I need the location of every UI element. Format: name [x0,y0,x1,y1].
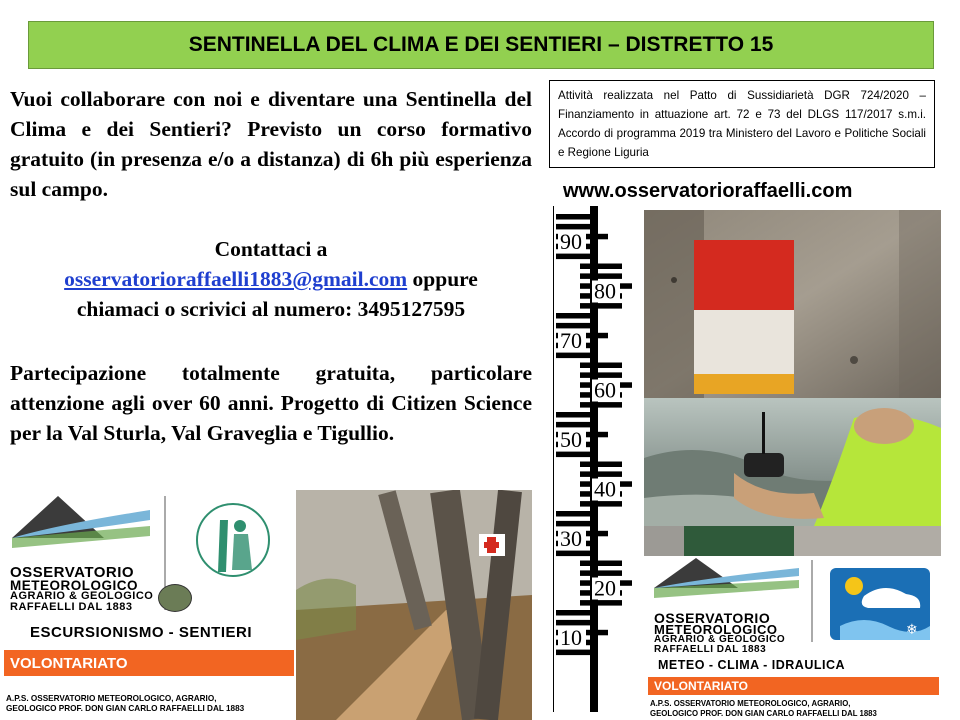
aps-text-right [650,699,877,718]
staff-label: 20 [594,575,616,601]
aps-text-left [6,694,244,714]
logo-left-line1: OSSERVATORIO [10,564,135,581]
contact-phone-line: chiamaci o scrivici al numero: 3495127595 [76,297,466,321]
logo-right-line3: AGRARIO & GEOLOGICO [654,634,786,645]
logo-right-line2: METEOROLOGICO [654,622,778,637]
contact-line-1: Contattaci a [214,237,328,261]
aps-right-line2: GEOLOGICO PROF. DON GIAN CARLO RAFFAELLI DAL 1883 [650,708,877,718]
trail-marker-photo [644,210,941,398]
staff-mark [580,600,622,606]
logo-left-line4: RAFFAELLI DAL 1883 [10,601,133,613]
staff-label: 50 [560,427,582,452]
cai-badge-icon [158,584,192,612]
page-title-banner [28,21,934,69]
logo-right-tagline: METEO - CLIMA - IDRAULICA [658,658,846,672]
forest-trail-illustration [296,490,532,720]
aps-left-line2: GEOLOGICO PROF. DON GIAN CARLO RAFFAELLI DAL 1883 [6,704,245,713]
trail-marker-illustration [644,210,941,398]
hydrometric-staff-gauge [553,206,633,712]
funding-notice-box [549,80,935,168]
staff-label: 10 [560,625,582,650]
staff-label: 90 [560,229,582,254]
concrete-strip [644,526,941,556]
volunteer-bar-left [4,650,294,676]
logo-right-line1: OSSERVATORIO [654,610,771,626]
staff-gauge-svg [554,206,633,712]
forest-trail-photo [296,490,532,720]
staff-label: 60 [594,377,616,403]
staff-mark [580,501,622,507]
volunteer-bar-right [648,677,939,695]
staff-label: 30 [560,526,582,551]
logo-left-tagline: ESCURSIONISMO - SENTIERI [30,624,253,641]
staff-label: 40 [594,476,616,502]
staff-mark [580,363,622,369]
staff-mark [580,303,622,309]
staff-mark [580,264,622,270]
contact-line-2 [10,264,532,294]
contact-oppure: oppure [407,267,478,291]
website-url[interactable]: www.osservatorioraffaelli.com [563,180,853,202]
svg-text:❄: ❄ [906,622,918,638]
logo-left-line2: METEOROLOGICO [10,578,138,593]
staff-label: 80 [594,278,616,304]
staff-mark [580,462,622,468]
staff-mark [580,402,622,408]
volunteer-label-right: VOLONTARIATO [654,679,748,693]
logo-meteo-clima [644,556,941,720]
concrete-strip-illustration [644,526,941,556]
page-title: SENTINELLA DEL CLIMA E DEI SENTIERI – DISTRETTO 15 [188,33,774,56]
contact-block [10,234,532,324]
volunteer-label-left: VOLONTARIATO [10,654,128,672]
contact-email-link[interactable]: osservatorioraffaelli1883@gmail.com [64,267,408,291]
staff-label: 70 [560,328,582,353]
aps-left-line1: A.P.S. OSSERVATORIO METEOROLOGICO, AGRARIO, [6,694,217,703]
funding-notice-text: Attività realizzata nel Patto di Sussidiarietà DGR 724/2020 – Finanziamento in attuazione art. 72 e 73 del DLGS 117/2017 s.m.i. Accordo di programma 2019 tra Ministero del Lavoro e Politiche Sociali e Regione Liguria [558,89,926,159]
logo-left-line3: AGRARIO & GEOLOGICO [10,590,154,602]
aps-right-line1: A.P.S. OSSERVATORIO METEOROLOGICO, AGRARIO, [650,699,851,708]
logo-escursionismo [0,490,296,720]
staff-mark [580,561,622,567]
intro-paragraph: Vuoi collaborare con noi e diventare una Sentinella del Clima e dei Sentieri? Previsto un corso formativo gratuito (in presenza e/o a distanza) di 6h più esperienza sul campo. [10,87,532,201]
logo-right-line4: RAFFAELLI DAL 1883 [654,644,767,655]
participation-paragraph: Partecipazione totalmente gratuita, particolare attenzione agli over 60 anni. Progetto di Citizen Science per la Val Sturla, Val Graveglia e Tigullio. [10,361,532,445]
